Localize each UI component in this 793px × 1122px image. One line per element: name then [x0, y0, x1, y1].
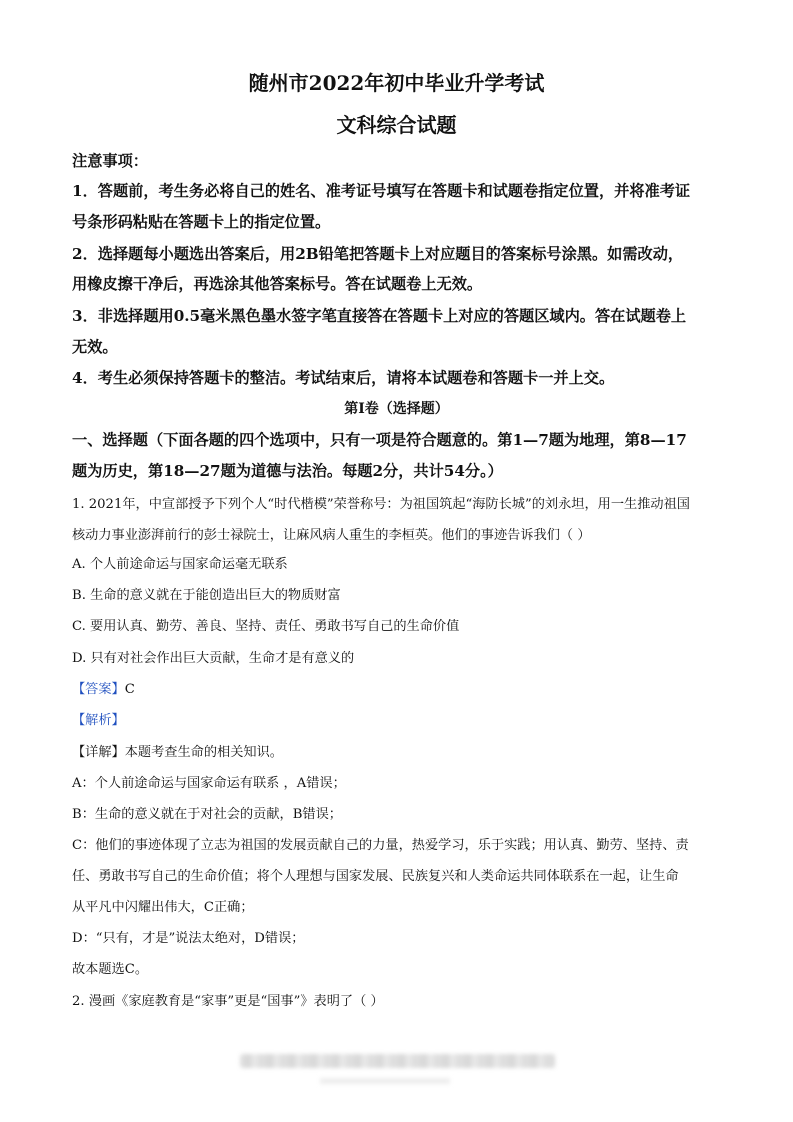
exam-subtitle: 文科综合试题	[336, 113, 457, 137]
blurred-footer-watermark	[320, 1078, 450, 1084]
question-stem: 2. 漫画《家庭教育是“家事”更是“国事”》表明了（ ）	[72, 994, 384, 1009]
exam-title: 随州市2022年初中毕业升学考试	[248, 71, 545, 95]
explanation-line: A：个人前途命运与国家命运有联系 ，A错误；	[72, 776, 346, 791]
answer-value: C	[124, 682, 135, 697]
option-a: A. 个人前途命运与国家命运毫无联系	[72, 557, 288, 572]
notes-line: 2．选择题每小题选出答案后，用2B铅笔把答题卡上对应题目的答案标号涂黑。如需改动，	[72, 245, 684, 263]
explanation-line: D：“只有，才是”说法太绝对，D错误；	[72, 931, 305, 946]
question-stem: 核动力事业澎湃前行的彭士禄院士，让麻风病人重生的李桓英。他们的事迹告诉我们（ ）	[72, 528, 591, 543]
section-instruction: 题为历史，第18—27题为道德与法治。每题2分，共计54分。）	[72, 462, 503, 480]
explanation-line: 故本题选C。	[72, 962, 149, 977]
notes-line: 4．考生必须保持答题卡的整洁。考试结束后，请将本试题卷和答题卡一并上交。	[72, 369, 615, 387]
volume-title: 第I卷（选择题）	[344, 401, 449, 417]
analysis-label: 【解析】	[72, 713, 125, 728]
blurred-footer-watermark	[240, 1054, 555, 1068]
option-d: D. 只有对社会作出巨大贡献，生命才是有意义的	[72, 651, 355, 666]
explanation-line: 任、勇敢书写自己的生命价值；将个人理想与国家发展、民族复兴和人类命运共同体联系在一起，让生命	[72, 869, 679, 884]
answer-label: 【答案】	[72, 682, 125, 697]
notes-line: 用橡皮擦干净后，再选涂其他答案标号。答在试题卷上无效。	[72, 275, 483, 293]
explanation-line: 【详解】本题考查生命的相关知识。	[72, 745, 283, 760]
notes-heading: 注意事项：	[72, 152, 148, 170]
answer-line	[72, 680, 732, 700]
explanation-line: 从平凡中闪耀出伟大，C正确；	[72, 900, 254, 915]
notes-line: 3．非选择题用0.5毫米黑色墨水签字笔直接答在答题卡上对应的答题区域内。答在试题卷上	[72, 307, 687, 325]
explanation-line: C：他们的事迹体现了立志为祖国的发展贡献自己的力量，热爱学习，乐于实践；用认真、勤劳、坚持、责	[72, 838, 689, 853]
notes-line: 1．答题前，考生务必将自己的姓名、准考证号填写在答题卡和试题卷指定位置，并将准考证	[72, 182, 691, 200]
option-c: C. 要用认真、勤劳、善良、坚持、责任、勇敢书写自己的生命价值	[72, 619, 460, 634]
section-instruction: 一、选择题（下面各题的四个选项中，只有一项是符合题意的。第1—7题为地理，第8—17	[72, 431, 687, 449]
notes-line: 号条形码粘贴在答题卡上的指定位置。	[72, 213, 331, 231]
question-stem: 1. 2021年，中宣部授予下列个人“时代楷模”荣誉称号：为祖国筑起“海防长城”的刘永坦，用一生推动祖国	[72, 497, 690, 512]
notes-line: 无效。	[72, 338, 118, 356]
option-b: B. 生命的意义就在于能创造出巨大的物质财富	[72, 588, 341, 603]
explanation-line: B：生命的意义就在于对社会的贡献，B错误；	[72, 807, 342, 822]
